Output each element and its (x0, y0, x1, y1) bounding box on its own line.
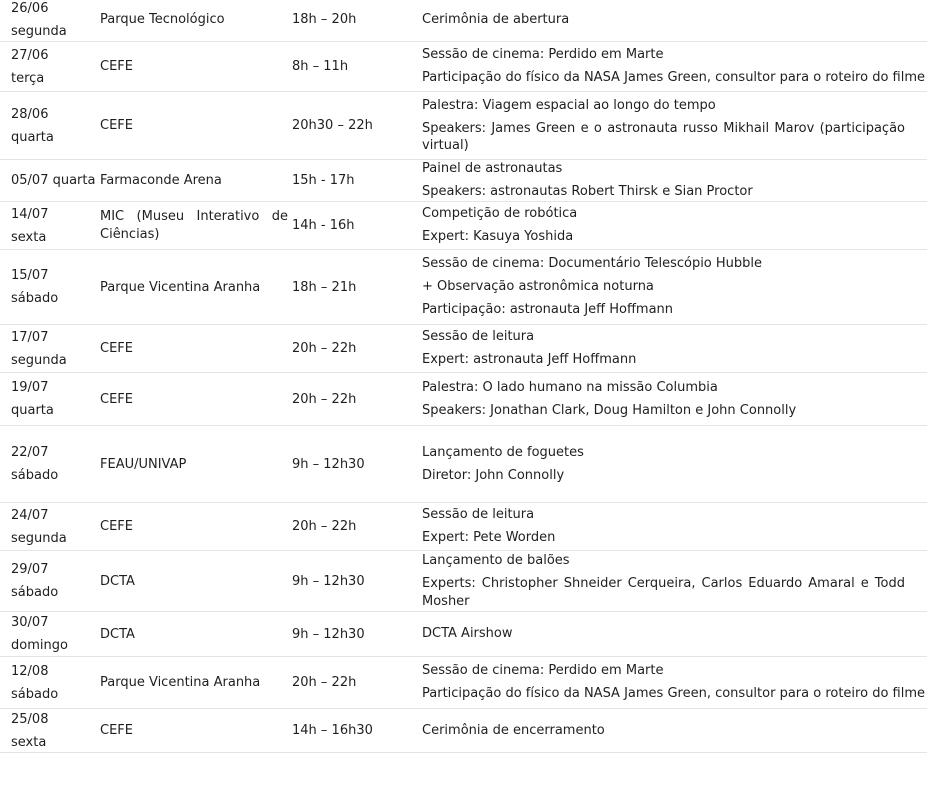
event-venue: DCTA (100, 626, 135, 642)
description-cell (422, 373, 917, 425)
event-description-line: Diretor: John Connolly (422, 467, 565, 483)
event-time: 18h – 21h (292, 279, 357, 295)
event-date: 22/07 (11, 445, 49, 460)
schedule-row (0, 325, 927, 373)
event-time: 20h – 22h (292, 519, 357, 534)
venue-cell (100, 325, 292, 372)
event-description-line: Sessão de cinema: Perdido em Marte (422, 47, 664, 62)
schedule-row (0, 0, 927, 42)
event-weekday: domingo (11, 638, 68, 653)
event-weekday: sábado (11, 291, 59, 306)
event-description-line: Palestra: Viagem espacial ao longo do tempo (422, 97, 716, 113)
event-time: 8h – 11h (292, 59, 349, 74)
event-description-line: Lançamento de foguetes (422, 444, 584, 460)
description-cell (422, 709, 917, 752)
time-cell (292, 250, 422, 324)
event-description-line: Sessão de cinema: Perdido em Marte (422, 663, 664, 678)
event-description-line: Speakers: astronautas Robert Thirsk e Sian Proctor (422, 184, 753, 199)
schedule-row (0, 657, 927, 709)
event-time: 14h – 16h30 (292, 723, 373, 738)
event-description-line: Cerimônia de abertura (422, 11, 570, 27)
event-description-line: Lançamento de balões (422, 553, 570, 568)
event-date: 17/07 (11, 329, 49, 345)
schedule-row (0, 42, 927, 92)
event-description-line: Sessão de leitura (422, 507, 535, 522)
time-cell (292, 92, 422, 159)
description-cell (422, 325, 917, 372)
description-cell (422, 503, 917, 550)
time-cell (292, 325, 422, 372)
time-cell (292, 202, 422, 249)
event-time: 9h – 12h30 (292, 626, 365, 642)
event-time: 18h – 20h (292, 12, 357, 27)
event-venue: FEAU/UNIVAP (100, 456, 187, 472)
event-time: 20h – 22h (292, 675, 357, 690)
event-weekday: sábado (11, 686, 59, 702)
schedule-row (0, 551, 927, 612)
event-date: 29/07 (11, 562, 49, 577)
event-weekday: quarta (11, 403, 54, 418)
description-cell (422, 42, 925, 91)
event-description-line: Speakers: James Green e o astronauta russo Mikhail Marov (participação virtual) (422, 120, 905, 153)
event-description-line: Participação do físico da NASA James Green, consultor para o roteiro do filme (422, 70, 925, 85)
date-cell (0, 42, 100, 91)
event-description-line: DCTA Airshow (422, 626, 513, 641)
time-cell (292, 42, 422, 91)
event-venue: CEFE (100, 118, 133, 133)
event-date: 26/06 (11, 0, 49, 16)
date-cell (0, 426, 100, 502)
event-date: 30/07 (11, 615, 49, 630)
time-cell (292, 373, 422, 425)
event-venue: Parque Vicentina Aranha (100, 675, 261, 690)
event-venue: Farmaconde Arena (100, 173, 222, 188)
event-description-line: Participação do físico da NASA James Green, consultor para o roteiro do filme (422, 686, 925, 701)
event-venue: Parque Tecnológico (100, 12, 225, 27)
schedule-row (0, 373, 927, 426)
event-description-line: Sessão de leitura (422, 329, 535, 344)
event-time: 20h – 22h (292, 391, 357, 407)
time-cell (292, 709, 422, 752)
schedule-row (0, 426, 927, 503)
date-cell (0, 551, 100, 611)
event-venue: CEFE (100, 723, 133, 738)
event-weekday: segunda (11, 352, 67, 368)
venue-cell (100, 202, 292, 249)
event-time: 20h30 – 22h (292, 118, 373, 133)
venue-cell (100, 551, 292, 611)
event-time: 15h - 17h (292, 173, 355, 188)
time-cell (292, 0, 422, 41)
event-weekday: sexta (11, 229, 47, 245)
venue-cell (100, 426, 292, 502)
date-cell (0, 92, 100, 159)
time-cell (292, 657, 422, 708)
schedule-row (0, 250, 927, 325)
event-description-line: Competição de robótica (422, 206, 578, 221)
event-description-line: Cerimônia de encerramento (422, 722, 605, 738)
event-date: 12/08 (11, 663, 49, 679)
venue-cell (100, 657, 292, 708)
event-date: 24/07 (11, 507, 49, 523)
event-description-line: Speakers: Jonathan Clark, Doug Hamilton e John Connolly (422, 402, 797, 418)
date-cell (0, 0, 100, 41)
event-time: 14h - 16h (292, 218, 355, 233)
event-description-line: Experts: Christopher Shneider Cerqueira, Carlos Eduardo Amaral e Todd Mosher (422, 576, 905, 609)
time-cell (292, 160, 422, 201)
event-weekday: sábado (11, 585, 59, 600)
event-date: 15/07 (11, 268, 49, 283)
event-description-line: Participação: astronauta Jeff Hoffmann (422, 302, 674, 317)
description-cell (422, 92, 917, 159)
event-weekday: sexta (11, 734, 47, 750)
date-cell (0, 325, 100, 372)
event-weekday: segunda (11, 530, 67, 546)
schedule-row (0, 709, 927, 753)
schedule-row (0, 160, 927, 202)
description-cell (422, 0, 917, 41)
event-venue: CEFE (100, 59, 133, 74)
venue-cell (100, 42, 292, 91)
schedule-row (0, 92, 927, 160)
venue-cell (100, 250, 292, 324)
time-cell (292, 503, 422, 550)
event-weekday: segunda (11, 23, 67, 39)
event-date: 27/06 (11, 47, 49, 63)
event-venue: Parque Vicentina Aranha (100, 279, 261, 295)
event-time: 20h – 22h (292, 341, 357, 356)
schedule-row (0, 612, 927, 657)
event-date: 14/07 (11, 206, 49, 222)
description-cell (422, 551, 917, 611)
date-cell (0, 709, 100, 752)
event-description-line: Palestra: O lado humano na missão Columbia (422, 379, 718, 395)
event-weekday: sábado (11, 468, 59, 483)
description-cell (422, 612, 917, 656)
event-venue: MIC (Museu Interativo de Ciências) (100, 209, 288, 242)
description-cell (422, 250, 917, 324)
date-cell (0, 373, 100, 425)
description-cell (422, 657, 925, 708)
event-description-line: Expert: Pete Worden (422, 530, 556, 545)
event-venue: CEFE (100, 519, 133, 534)
schedule-row (0, 503, 927, 551)
venue-cell (100, 709, 292, 752)
venue-cell (100, 0, 292, 41)
venue-cell (100, 373, 292, 425)
event-description-line: Sessão de cinema: Documentário Telescópio Hubble (422, 256, 763, 271)
venue-cell (100, 503, 292, 550)
date-cell (0, 612, 100, 656)
event-time: 9h – 12h30 (292, 573, 365, 589)
schedule-row (0, 202, 927, 250)
date-cell (0, 250, 100, 324)
event-venue: DCTA (100, 573, 135, 589)
event-description-line: Expert: astronauta Jeff Hoffmann (422, 352, 637, 367)
event-description-line: Expert: Kasuya Yoshida (422, 229, 574, 244)
event-time: 9h – 12h30 (292, 456, 365, 472)
event-venue: CEFE (100, 391, 133, 407)
description-cell (422, 426, 917, 502)
event-date: 25/08 (11, 711, 49, 727)
venue-cell (100, 160, 292, 201)
date-cell (0, 160, 100, 201)
time-cell (292, 426, 422, 502)
event-description-line: + Observação astronômica noturna (422, 279, 654, 294)
time-cell (292, 551, 422, 611)
venue-cell (100, 612, 292, 656)
event-date: 19/07 (11, 380, 49, 395)
date-cell (0, 202, 100, 249)
event-weekday: terça (11, 70, 45, 86)
event-date: 28/06 (11, 106, 49, 122)
date-cell (0, 503, 100, 550)
date-cell (0, 657, 100, 708)
time-cell (292, 612, 422, 656)
description-cell (422, 160, 917, 201)
event-venue: CEFE (100, 341, 133, 356)
event-description-line: Painel de astronautas (422, 161, 563, 176)
description-cell (422, 202, 917, 249)
venue-cell (100, 92, 292, 159)
event-weekday: quarta (11, 129, 54, 145)
event-date: 05/07 quarta (11, 173, 96, 188)
